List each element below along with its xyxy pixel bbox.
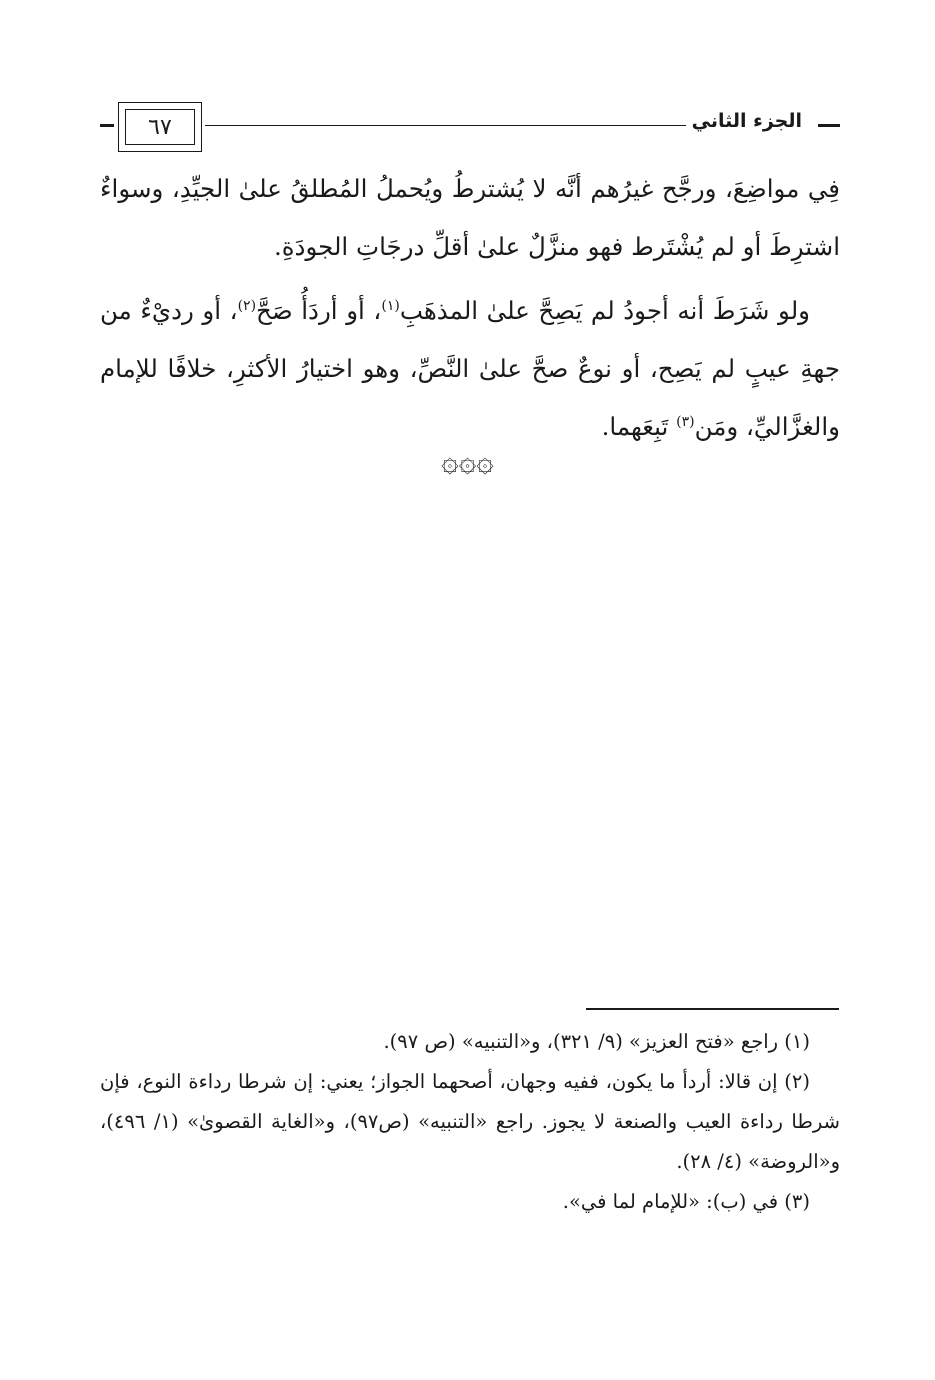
paragraph-2-part-a: ولو شَرَطَ أنه أجودُ لم يَصِحَّ علىٰ المذهَبِ — [399, 296, 810, 325]
paragraph-2-part-b: ، أو أردَأُ صَحَّ — [256, 296, 382, 325]
running-title: الجزء الثاني — [686, 110, 808, 132]
page-header — [100, 100, 840, 156]
paragraph-2 — [100, 282, 840, 456]
footnote-ref-1[interactable]: (١) — [381, 297, 400, 314]
footnotes — [100, 1022, 840, 1222]
paragraph-1: فِي مواضِعَ، ورجَّح غيرُهم أنَّه لا يُشترطُ ويُحملُ المُطلقُ علىٰ الجيِّدِ، وسواءٌ اشترِطَ أو لم يُشْتَرط فهو منزَّلٌ علىٰ أقلِّ درجَاتِ الجودَةِ. — [100, 174, 840, 261]
page-number-frame — [118, 102, 202, 152]
header-rule-right — [818, 124, 840, 127]
ornament-glyphs: ۞۞۞ — [441, 444, 494, 479]
paragraph-2-part-d: تَبِعَهما. — [601, 412, 677, 441]
footnote-ref-2[interactable]: (٢) — [237, 297, 257, 314]
section-end-ornament-icon — [0, 444, 935, 479]
footnote-ref-3[interactable]: (٣) — [676, 413, 695, 430]
footnote-3: (٣) في (ب): «للإمام لما في». — [562, 1190, 810, 1213]
page-number: ٦٧ — [125, 109, 195, 145]
main-text — [100, 160, 840, 462]
footnote-separator — [586, 1008, 839, 1010]
header-rule-left — [100, 124, 114, 127]
paragraph-2-part-c: ، أو رديْءٌ من جهةِ عيبٍ لم يَصِح، أو نوعٌ صحَّ علىٰ النَّصِّ، وهو اختيارُ الأكثرِ، خلافًا للإمام والغزَّاليِّ، ومَن — [100, 296, 840, 441]
footnote-1: (١) راجع «فتح العزيز» (٩/ ٣٢١)، و«التنبيه» (ص ٩٧). — [383, 1030, 810, 1053]
footnote-2: (٢) إن قالا: أردأ ما يكون، ففيه وجهان، أصحهما الجواز؛ يعني: إن شرطا رداءة النوع، فإن شرطا رداءة العيب والصنعة لا يجوز. راجع «التنبيه» (ص٩٧)، و«الغاية القصوىٰ» (١/ ٤٩٦)، و«الروضة» (٤/ ٢٨). — [100, 1070, 840, 1173]
